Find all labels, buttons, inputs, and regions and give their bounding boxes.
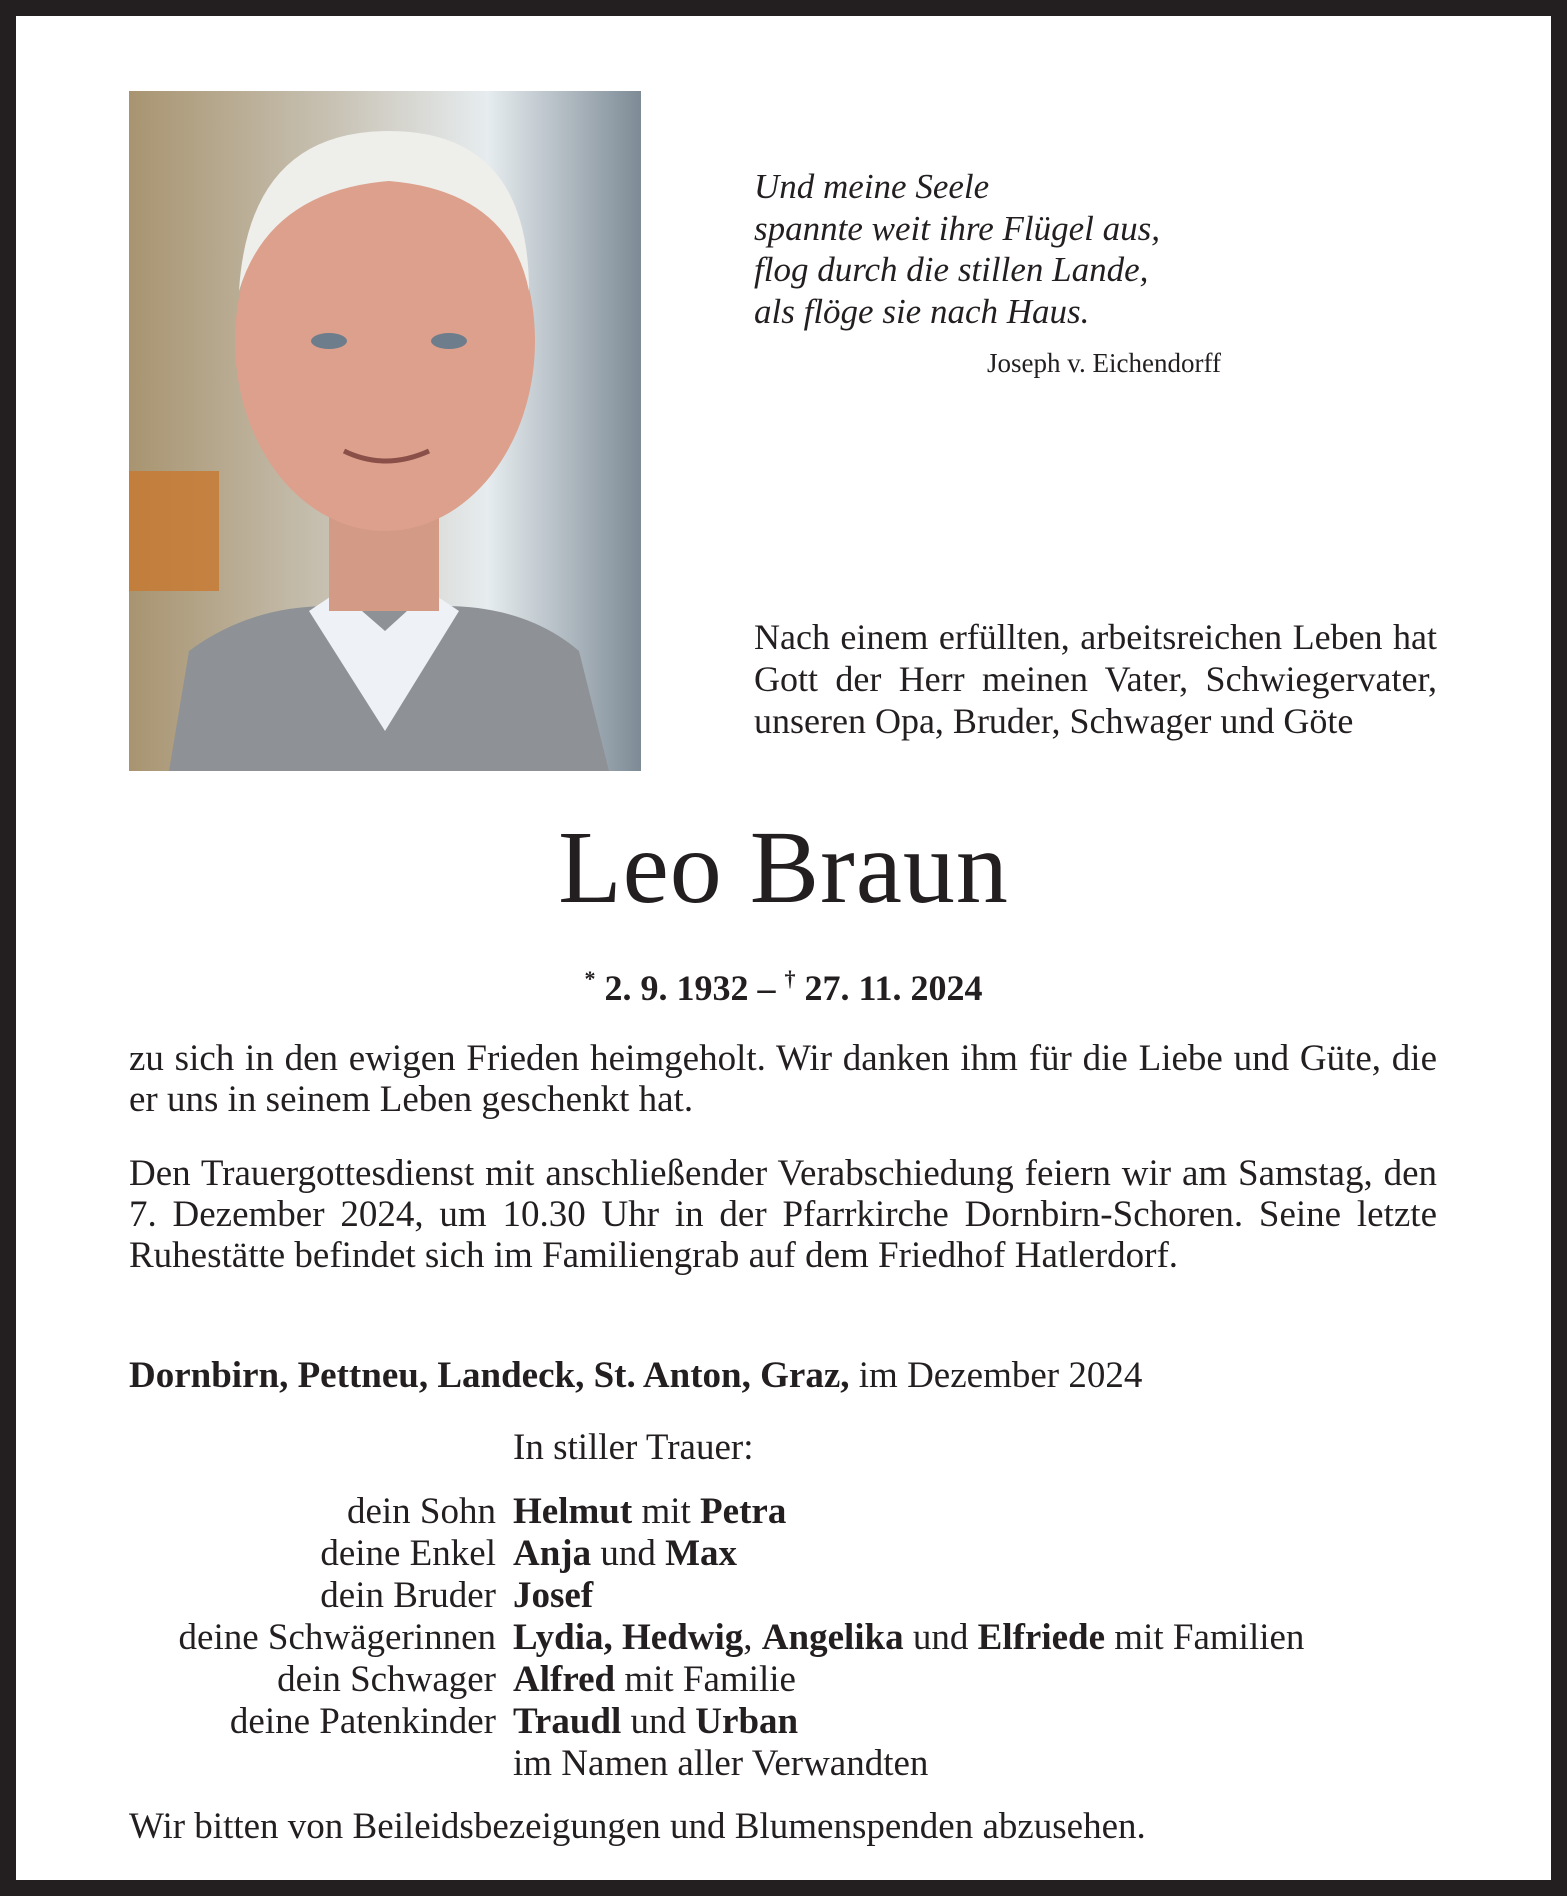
paragraph-funeral: Den Trauergottesdienst mit anschließender Verabschiedung feiern wir am Samstag, den 7. Dezember 2024, um 10.30 Uhr in der Pfarrkirche Dornbirn-Schoren. Seine letzte Ruhestätte befindet sich im Familiengrab auf dem Friedhof Hatlerdorf.	[129, 1153, 1437, 1276]
poem-quote	[754, 166, 1160, 332]
mourning-heading: In stiller Trauer:	[513, 1427, 754, 1468]
connector-text: und	[591, 1533, 666, 1574]
mourner-row	[129, 1659, 1459, 1701]
places: Dornbirn, Pettneu, Landeck, St. Anton, Graz,	[129, 1355, 850, 1396]
mourner-row	[129, 1533, 1459, 1575]
connector-text: mit Familie	[615, 1659, 796, 1700]
relation-label: dein Sohn	[346, 1491, 496, 1532]
quote-line: flog durch die stillen Lande,	[754, 250, 1149, 289]
deceased-name: Leo Braun	[558, 810, 1009, 925]
mourner-name: Traudl	[513, 1701, 622, 1742]
quote-line: Und meine Seele	[754, 167, 990, 206]
mourner-row	[129, 1701, 1459, 1743]
quote-author: Joseph v. Eichendorff	[987, 348, 1221, 378]
mourner-names	[513, 1743, 928, 1785]
mourner-name: Lydia, Hedwig	[513, 1617, 744, 1658]
connector-text: im Namen aller Verwandten	[513, 1743, 929, 1784]
connector-text: und	[621, 1701, 696, 1742]
life-dates	[16, 966, 1551, 1009]
mourner-names	[513, 1491, 786, 1533]
connector-text: mit	[632, 1491, 701, 1532]
mourner-name: Josef	[513, 1575, 594, 1616]
mourner-row	[129, 1491, 1459, 1533]
paragraph-thanks: zu sich in den ewigen Frieden heimgeholt. Wir danken ihm für die Liebe und Güte, die er uns in seinem Leben geschenkt hat.	[129, 1038, 1437, 1120]
places-line	[129, 1355, 1437, 1396]
mourner-names	[513, 1575, 593, 1617]
mourner-name: Alfred	[513, 1659, 616, 1700]
mourner-names	[513, 1701, 798, 1743]
mourner-names	[513, 1533, 737, 1575]
obituary-page	[16, 16, 1551, 1880]
mourner-names	[513, 1659, 796, 1701]
portrait-photo	[129, 91, 641, 771]
connector-text: und	[903, 1617, 978, 1658]
mourner-name: Elfriede	[977, 1617, 1106, 1658]
mourner-name: Helmut	[513, 1491, 633, 1532]
relation-label	[129, 1743, 513, 1785]
mourners-list	[129, 1491, 1459, 1785]
birth-symbol: *	[584, 966, 596, 991]
relation-label: dein Bruder	[320, 1575, 496, 1616]
date-dash: –	[757, 968, 776, 1008]
mourner-name: Anja	[513, 1533, 592, 1574]
closing-note: Wir bitten von Beileidsbezeigungen und Blumenspenden abzusehen.	[129, 1806, 1146, 1847]
mourner-row	[129, 1575, 1459, 1617]
relation-label: deine Schwägerinnen	[178, 1617, 496, 1658]
places-date: im Dezember 2024	[849, 1355, 1143, 1396]
quote-line: spannte weit ihre Flügel aus,	[754, 208, 1161, 248]
birth-date: 2. 9. 1932	[604, 968, 749, 1008]
mourner-name: Max	[665, 1533, 738, 1574]
connector-text: ,	[743, 1617, 762, 1658]
mourner-name: Petra	[700, 1491, 787, 1532]
relation-label: deine Patenkinder	[229, 1701, 496, 1742]
quote-line: als flöge sie nach Haus.	[754, 291, 1090, 331]
death-date: 27. 11. 2024	[804, 968, 983, 1008]
relation-label: dein Schwager	[277, 1659, 496, 1700]
mourner-row	[129, 1743, 1459, 1785]
mourner-name: Angelika	[761, 1617, 904, 1658]
connector-text: mit Familien	[1105, 1617, 1305, 1658]
death-symbol: †	[784, 966, 796, 991]
mourner-names	[513, 1617, 1304, 1659]
relation-label: deine Enkel	[320, 1533, 496, 1574]
mourner-row	[129, 1617, 1459, 1659]
intro-paragraph: Nach einem erfüllten, arbeitsreichen Leben hat Gott der Herr meinen Vater, Schwiegervater, unseren Opa, Bruder, Schwager und Göte	[754, 617, 1437, 741]
mourner-name: Urban	[695, 1701, 799, 1742]
